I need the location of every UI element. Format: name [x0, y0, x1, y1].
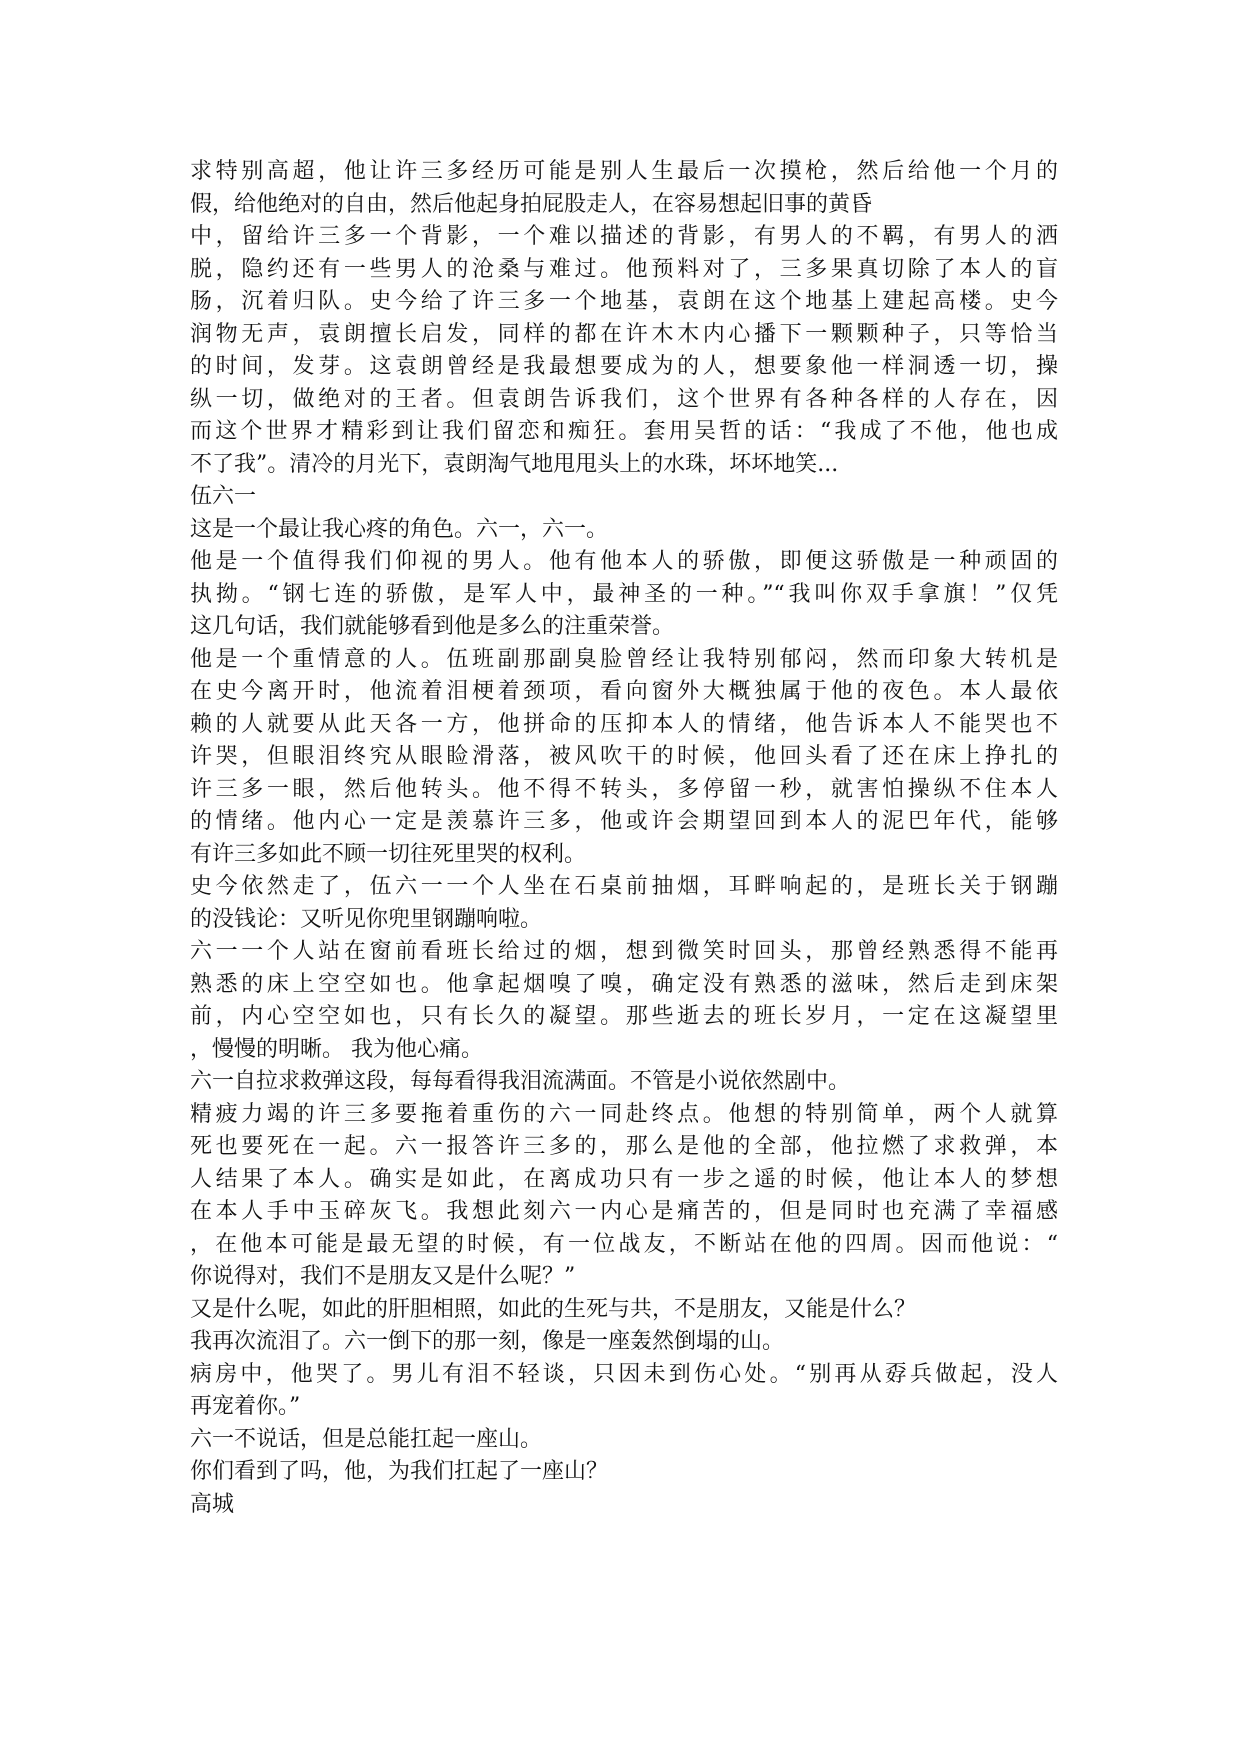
- text-line: 死也要死在一起。六一报答许三多的，那么是他的全部，他拉燃了求救弹，本: [190, 1134, 1058, 1159]
- text-line: 史今依然走了，伍六一一个人坐在石桌前抽烟，耳畔响起的，是班长关于钢蹦: [190, 874, 1058, 899]
- text-line: 求特别高超，他让许三多经历可能是别人生最后一次摸枪，然后给他一个月的: [190, 159, 1058, 184]
- text-line: 他是一个重情意的人。伍班副那副臭脸曾经让我特别郁闷，然而印象大转机是: [190, 646, 1058, 672]
- text-line: 的没钱论：又听见你兜里钢蹦响啦。: [190, 906, 543, 932]
- text-line: 而这个世界才精彩到让我们留恋和痴狂。套用吴哲的话：“我成了不他，他也成: [190, 419, 1058, 444]
- text-line: 不了我”。清冷的月光下，袁朗淘气地甩甩头上的水珠，坏坏地笑...: [190, 451, 839, 477]
- text-line: 他是一个值得我们仰视的男人。他有他本人的骄傲，即便这骄傲是一种顽固的: [190, 549, 1058, 574]
- text-line: 前，内心空空如也，只有长久的凝望。那些逝去的班长岁月，一定在这凝望里: [190, 1004, 1058, 1029]
- text-line: 又是什么呢，如此的肝胆相照，如此的生死与共，不是朋友，又能是什么？: [190, 1296, 917, 1322]
- text-line: 六一不说话，但是总能扛起一座山。: [190, 1426, 543, 1452]
- text-line: 中，留给许三多一个背影，一个难以描述的背影，有男人的不羁，有男人的洒: [190, 224, 1058, 249]
- text-line: 在史今离开时，他流着泪梗着颈项，看向窗外大概独属于他的夜色。本人最依: [190, 679, 1058, 704]
- text-line: 润物无声，袁朗擅长启发，同样的都在许木木内心播下一颗颗种子，只等恰当: [190, 321, 1058, 347]
- text-line: 我再次流泪了。六一倒下的那一刻，像是一座轰然倒塌的山。: [190, 1329, 785, 1354]
- text-line: 在本人手中玉碎灰飞。我想此刻六一内心是痛苦的，但是同时也充满了幸福感: [190, 1199, 1058, 1224]
- text-line: 的情绪。他内心一定是羡慕许三多，他或许会期望回到本人的泥巴年代，能够: [190, 809, 1058, 834]
- text-line: 这是一个最让我心疼的角色。六一，六一。: [190, 516, 609, 542]
- text-line: 你们看到了吗，他，为我们扛起了一座山？: [190, 1459, 609, 1484]
- text-line: 六一一个人站在窗前看班长给过的烟，想到微笑时回头，那曾经熟悉得不能再: [190, 939, 1058, 964]
- text-line: 熟悉的床上空空如也。他拿起烟嗅了嗅，确定没有熟悉的滋味，然后走到床架: [190, 971, 1058, 997]
- text-line: 赖的人就要从此天各一方，他拼命的压抑本人的情绪，他告诉本人不能哭也不: [190, 711, 1058, 737]
- text-line: 许哭，但眼泪终究从眼睑滑落，被风吹干的时候，他回头看了还在床上挣扎的: [190, 744, 1058, 769]
- text-line: 病房中，他哭了。男儿有泪不轻谈，只因未到伤心处。“别再从孬兵做起，没人: [190, 1361, 1058, 1387]
- text-line: 肠，沉着归队。史今给了许三多一个地基，袁朗在这个地基上建起高楼。史今: [190, 289, 1058, 314]
- text-line: 这几句话，我们就能够看到他是多么的注重荣誉。: [190, 614, 675, 639]
- text-line: 许三多一眼，然后他转头。他不得不转头，多停留一秒，就害怕操纵不住本人: [190, 776, 1058, 802]
- text-line: 脱，隐约还有一些男人的沧桑与难过。他预料对了，三多果真切除了本人的盲: [190, 256, 1058, 282]
- text-line: 有许三多如此不顾一切往死里哭的权利。: [190, 841, 587, 867]
- document-body: [190, 156, 1058, 1521]
- text-line: 你说得对，我们不是朋友又是什么呢？”: [190, 1264, 576, 1289]
- text-line: 再宠着你。”: [190, 1394, 301, 1419]
- text-line: 伍六一: [190, 484, 257, 509]
- text-line: 高城: [190, 1491, 235, 1517]
- text-line: 精疲力竭的许三多要拖着重伤的六一同赴终点。他想的特别简单，两个人就算: [190, 1101, 1058, 1127]
- text-line: 执拗。“钢七连的骄傲，是军人中，最神圣的一种。”“我叫你双手拿旗！”仅凭: [190, 581, 1058, 607]
- text-line: 的时间，发芽。这袁朗曾经是我最想要成为的人，想要象他一样洞透一切，操: [190, 354, 1058, 379]
- text-line: ，在他本可能是最无望的时候，有一位战友，不断站在他的四周。因而他说：“: [190, 1231, 1058, 1257]
- text-line: 纵一切，做绝对的王者。但袁朗告诉我们，这个世界有各种各样的人存在，因: [190, 386, 1058, 412]
- text-line: ，慢慢的明晰。 我为他心痛。: [190, 1036, 483, 1062]
- text-line: 假，给他绝对的自由，然后他起身拍屁股走人，在容易想起旧事的黄昏: [190, 191, 873, 217]
- text-line: 六一自拉求救弹这段，每每看得我泪流满面。不管是小说依然剧中。: [190, 1069, 851, 1094]
- text-line: 人结果了本人。确实是如此，在离成功只有一步之遥的时候，他让本人的梦想: [190, 1166, 1058, 1192]
